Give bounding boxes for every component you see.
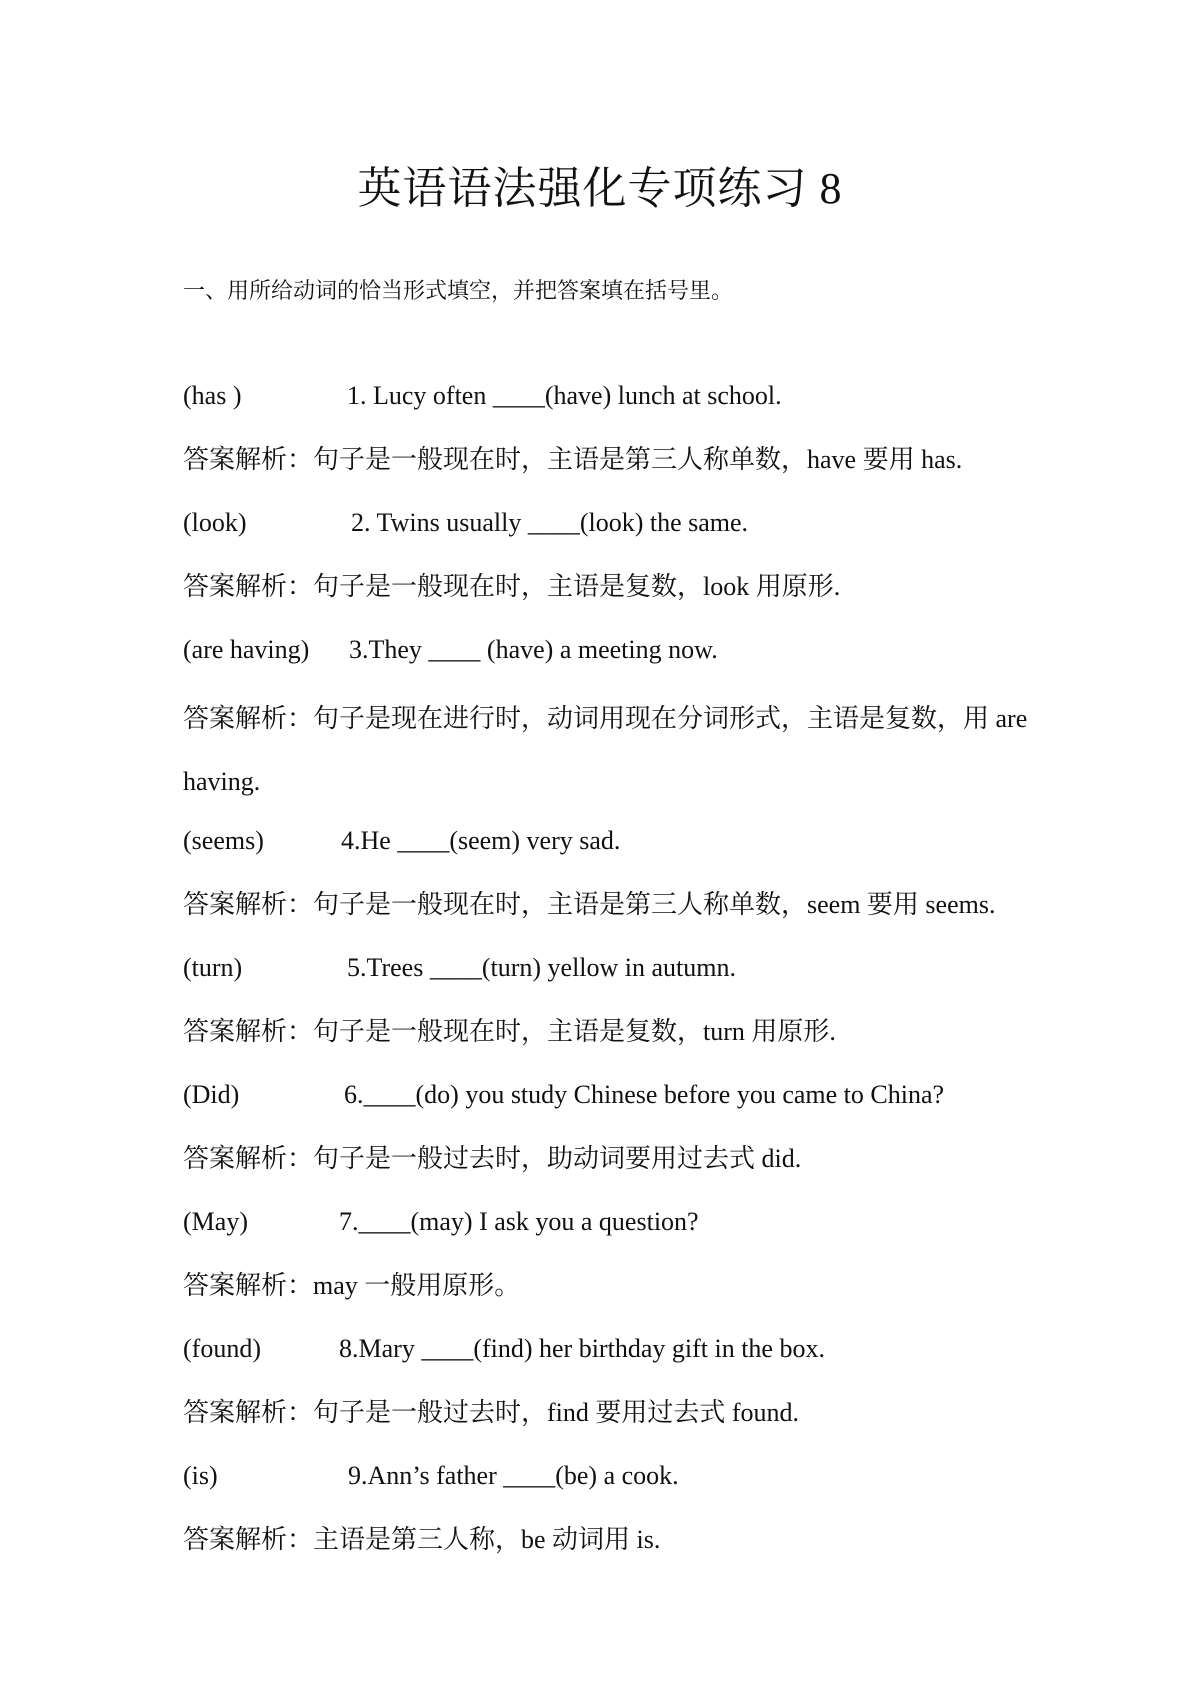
question-text: 4.He ____(seem) very sad. — [341, 826, 621, 855]
question-text: 1. Lucy often ____(have) lunch at school. — [347, 381, 782, 410]
answer-label: (May) — [183, 1207, 248, 1236]
question-text: 9.Ann’s father ____(be) a cook. — [348, 1461, 679, 1490]
explanation: 答案解析：句子是一般现在时，主语是第三人称单数，seem 要用 seems. — [183, 890, 996, 919]
question-line — [183, 381, 241, 411]
answer-label: (seems) — [183, 826, 264, 855]
explanation: 答案解析：句子是一般过去时，助动词要用过去式 did. — [183, 1144, 802, 1173]
question-text: 2. Twins usually ____(look) the same. — [351, 508, 749, 537]
question-text: 3.They ____ (have) a meeting now. — [349, 635, 718, 664]
question-line — [183, 953, 242, 983]
answer-label: (turn) — [183, 953, 243, 982]
explanation: 答案解析：句子是一般现在时，主语是第三人称单数，have 要用 has. — [183, 445, 963, 474]
explanation: 答案解析：主语是第三人称，be 动词用 is. — [183, 1525, 661, 1554]
question-line — [183, 1334, 261, 1364]
answer-label: (are having) — [183, 635, 310, 664]
question-text: 5.Trees ____(turn) yellow in autumn. — [347, 953, 736, 982]
section-instruction: 一、用所给动词的恰当形式填空，并把答案填在括号里。 — [183, 278, 734, 303]
explanation: 答案解析：句子是一般现在时，主语是复数，look 用原形. — [183, 572, 841, 601]
question-line — [183, 635, 309, 665]
question-line — [183, 1207, 248, 1237]
explanation: 答案解析：may 一般用原形。 — [183, 1271, 521, 1300]
answer-label: (look) — [183, 508, 247, 537]
question-line — [183, 826, 264, 856]
question-line — [183, 508, 247, 538]
question-line — [183, 1461, 218, 1491]
page-title: 英语语法强化专项练习 8 — [357, 164, 843, 213]
answer-label: (is) — [183, 1461, 218, 1490]
answer-label: (Did) — [183, 1080, 240, 1109]
question-text: 7.____(may) I ask you a question? — [339, 1207, 699, 1236]
question-text: 6.____(do) you study Chinese before you came to China? — [344, 1080, 945, 1109]
question-text: 8.Mary ____(find) her birthday gift in the box. — [339, 1334, 825, 1363]
answer-label: (found) — [183, 1334, 261, 1363]
explanation: 答案解析：句子是一般现在时，主语是复数，turn 用原形. — [183, 1017, 836, 1046]
question-line — [183, 1080, 239, 1110]
answer-label: (has ) — [183, 381, 242, 410]
explanation: 答案解析：句子是现在进行时，动词用现在分词形式，主语是复数，用 are having. — [183, 704, 1028, 796]
explanation: 答案解析：句子是一般过去时，find 要用过去式 found. — [183, 1398, 800, 1427]
